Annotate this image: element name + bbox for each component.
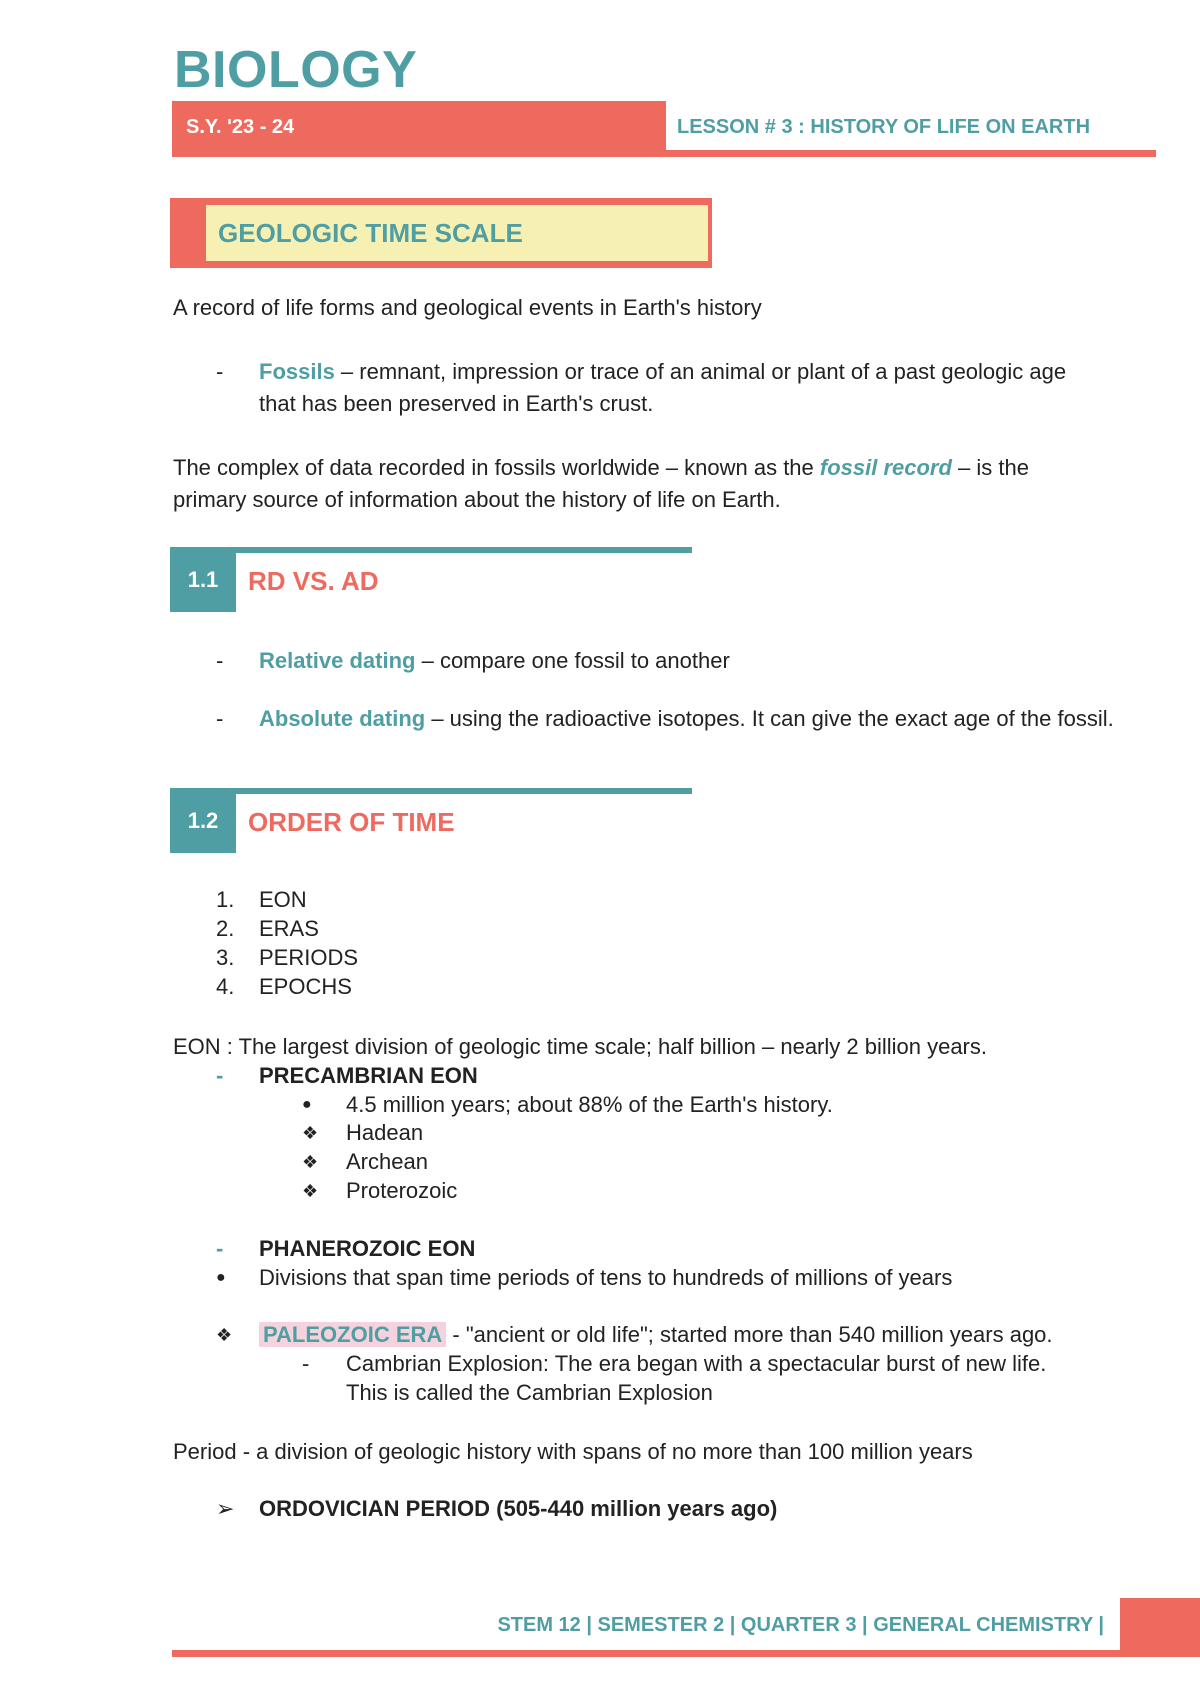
footer-line (172, 1650, 1200, 1657)
section-1-1-number: 1.1 (170, 548, 236, 612)
paleozoic-era-term: PALEOZOIC ERA (259, 1322, 446, 1347)
section-1-2-title: ORDER OF TIME (248, 807, 455, 837)
fossil-record-term: fossil record (819, 455, 952, 480)
lesson-underline (666, 150, 1156, 157)
paleozoic-era-def: - "ancient or old life"; started more than 540 million years ago. (446, 1322, 1053, 1347)
order-item-3: PERIODS (259, 945, 359, 970)
precambrian-eon: PRECAMBRIAN EON (259, 1063, 478, 1088)
period-definition: Period - a division of geologic history with spans of no more than 100 million years (173, 1439, 973, 1464)
order-item-1: EON (259, 887, 307, 912)
intro-text: A record of life forms and geological events in Earth's history (173, 295, 762, 320)
diamond-icon: ❖ (302, 1123, 319, 1143)
fossils-def-line2: that has been preserved in Earth's crust. (259, 391, 654, 416)
footer-text: STEM 12 | SEMESTER 2 | QUARTER 3 | GENERAL CHEMISTRY | (497, 1614, 1104, 1636)
fossil-record-line1 (173, 452, 1029, 484)
lesson-title: LESSON # 3 : HISTORY OF LIFE ON EARTH (677, 116, 1091, 138)
section-1-2-number: 1.2 (170, 789, 236, 853)
order-num-3: 3. (216, 945, 235, 970)
order-num-1: 1. (216, 887, 235, 912)
order-num-2: 2. (216, 916, 235, 941)
record-text-a: The complex of data recorded in fossils worldwide – known as the (173, 455, 820, 480)
bullet-icon: ● (302, 1096, 312, 1113)
diamond-icon: ❖ (302, 1152, 319, 1172)
dash-marker: - (302, 1351, 310, 1376)
fossils-def-line1: – remnant, impression or trace of an animal or plant of a past geologic age (334, 359, 1067, 384)
order-item-4: EPOCHS (259, 974, 352, 999)
ordovician-period: ORDOVICIAN PERIOD (505-440 million years ago) (259, 1496, 778, 1521)
fossils-term: Fossils (259, 359, 335, 384)
cambrian-line2: This is called the Cambrian Explosion (346, 1380, 713, 1405)
cambrian-line1: Cambrian Explosion: The era began with a spectacular burst of new life. (346, 1351, 1047, 1376)
dash-marker: - (216, 359, 224, 384)
relative-dating-term: Relative dating (259, 648, 416, 673)
phanerozoic-eon: PHANEROZOIC EON (259, 1236, 476, 1261)
eon-definition: EON : The largest division of geologic time scale; half billion – nearly 2 billion years. (173, 1034, 987, 1059)
section-1-1-title: RD VS. AD (248, 566, 379, 596)
footer-box (1120, 1598, 1200, 1656)
paleozoic-era-item (259, 1319, 1053, 1351)
arrow-icon: ➢ (216, 1496, 235, 1521)
dash-marker: - (216, 706, 224, 731)
diamond-icon: ❖ (216, 1325, 233, 1345)
fossil-record-line2: primary source of information about the history of life on Earth. (173, 487, 781, 512)
precambrian-sub-archean: Archean (346, 1149, 428, 1174)
precambrian-sub-hadean: Hadean (346, 1120, 424, 1145)
precambrian-bullet: 4.5 million years; about 88% of the Earth's history. (346, 1092, 833, 1117)
precambrian-sub-proterozoic: Proterozoic (346, 1178, 458, 1203)
section-1-2-bar (170, 788, 692, 794)
absolute-dating-def: – using the radioactive isotopes. It can give the exact age of the fossil. (425, 706, 1114, 731)
section-heading: GEOLOGIC TIME SCALE (218, 218, 523, 248)
relative-dating-def: – compare one fossil to another (415, 648, 730, 673)
document-title: BIOLOGY (174, 41, 418, 99)
phanerozoic-bullet: Divisions that span time periods of tens to hundreds of millions of years (259, 1265, 953, 1290)
relative-dating-item (259, 645, 730, 677)
absolute-dating-term: Absolute dating (259, 706, 426, 731)
section-1-1-bar (170, 547, 692, 553)
dash-marker: - (216, 1063, 224, 1088)
dash-marker: - (216, 1236, 224, 1261)
fossils-definition (259, 356, 1066, 388)
diamond-icon: ❖ (302, 1181, 319, 1201)
order-num-4: 4. (216, 974, 235, 999)
absolute-dating-item (259, 703, 1114, 735)
order-item-2: ERAS (259, 916, 319, 941)
bullet-icon: ● (216, 1269, 226, 1286)
dash-marker: - (216, 648, 224, 673)
record-text-b: – is the (951, 455, 1029, 480)
school-year: S.Y. '23 - 24 (186, 116, 295, 138)
